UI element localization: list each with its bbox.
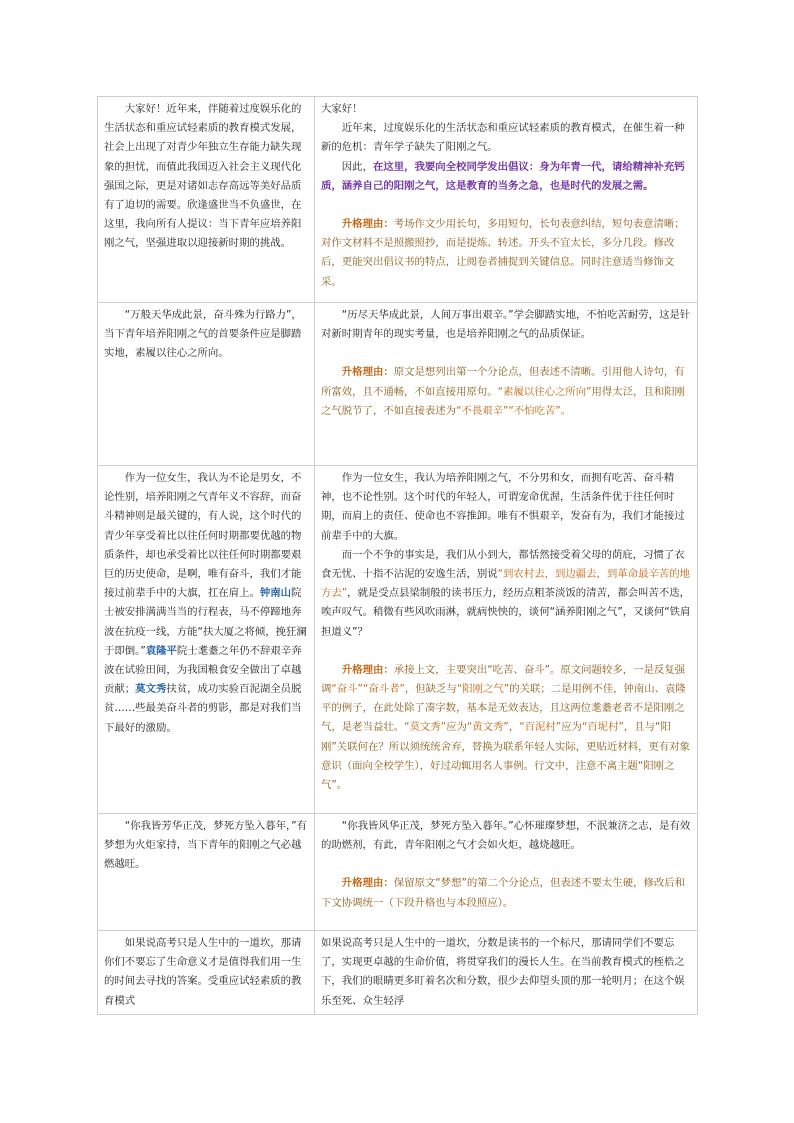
reason-quote: “奋斗”“奋斗者” — [331, 683, 405, 696]
reason-text: 承接上文，主要突出“吃苦、奋斗”。原文问题较多，一是反复强调 — [321, 663, 686, 696]
reason-quote: “阳刚之气” — [456, 683, 510, 696]
original-text-segment: 院士被安排满满当当的行程表，马不停蹄地奔波在抗疫一线，方能“扶大厦之将倾，挽狂澜于即倒。” — [104, 587, 307, 657]
reason-quote: “素履以往心之所向” — [497, 385, 592, 398]
revised-cell — [315, 814, 698, 931]
original-cell — [98, 466, 315, 814]
original-cell — [98, 303, 315, 466]
revised-text — [321, 158, 691, 196]
reason-text: 应为 — [561, 721, 582, 734]
revised-text-segment: 而一个不争的事实是，我们从小到大，都恬然接受着父母的荫庇，习惯了衣食无忧、十指不沾泥的安逸生活，别说 — [321, 548, 685, 581]
table-row — [98, 466, 698, 814]
original-cell — [98, 97, 315, 303]
original-cell — [98, 931, 315, 1015]
original-text: “你我皆芳华正茂，梦死方坠入暮年，”有梦想为火炬家持，当下青年的阳刚之气必越燃越旺。 — [104, 820, 308, 871]
reason-text: 考场作文少用长句，多用短句，长句表意纠结，短句表意清晰；对作文材料不是照搬照抄，而是提炼、转述。开头不宜太长，多分几段。修改后，更能突出倡议书的特点，让阅卷者捕捉到关键信息。同时注意适当修饰文采。 — [321, 218, 685, 288]
reason-quote: “不畏艰辛”“不怕吃苦”。 — [456, 404, 572, 417]
reason-label: 升格理由： — [341, 366, 394, 379]
revised-greeting: 大家好！ — [321, 103, 363, 115]
table-row — [98, 931, 698, 1015]
reason-text: 应为 — [446, 721, 467, 734]
reason-text: ， — [508, 721, 520, 734]
upgrade-reason — [321, 363, 691, 421]
reason-text: ，且与“阳刚”关联何在？所以须统统舍弃，替换为联系年轻人实际，更贴近材料，更有对象意识（面向全校学生），好过动辄用名人事例。行文中，注意不离主题“阳刚之气”。 — [321, 721, 691, 792]
original-text: “万般天华成此景，奋斗殊为行路力”，当下青年培养阳刚之气的首要条件应是脚踏实地，素履以往心之所向。 — [104, 309, 302, 360]
revised-text: “历尽天华成此景，人间万事出艰辛。”学会脚踏实地，不怕吃苦耐劳，这是针对新时期青年的现实考量，也是培养阳刚之气的品质保证。 — [321, 309, 691, 341]
reason-text: ，但缺乏与 — [404, 683, 457, 696]
upgrade-reason — [321, 874, 691, 912]
original-text-segment: 院士耄耋之年仍不辞艰辛奔波在试验田间，为我国粮食安全做出了卓越贡献； — [104, 644, 302, 696]
original-text: 如果说高考只是人生中的一道坎，那请你们不要忘了生命意义才是值得我们用一生的时间去寻找的答案。受重应试轻素质的教育模式 — [104, 937, 302, 1007]
comparison-table — [97, 96, 698, 1015]
reason-quote: “莫文秀” — [404, 721, 447, 734]
revised-text-segment: ，就是受点县梁制般的读书压力，经历点粗茶淡饭的清苦，都会叫苦不迭，唉声叹气。稍微有些风吹雨淋，就病怏怏的，谈何“涵养阳刚之气”，又谈何“铁肩担道义”？ — [321, 587, 691, 638]
reason-label: 升格理由： — [341, 218, 394, 231]
revised-cell — [315, 97, 698, 303]
table-row — [98, 814, 698, 931]
reason-text: 用得太泛，且和阳刚之气脱节了，不如直接表述为 — [321, 385, 686, 417]
revised-text: 近年来，过度娱乐化的生活状态和重应试轻素质的教育模式，在催生着一种新的危机：青年学子缺失了阳刚之气。 — [321, 122, 685, 154]
table-row — [98, 303, 698, 466]
original-text — [104, 469, 308, 738]
revised-text: 如果说高考只是人生中的一道坎，分数是读书的一个标尺，那请同学们不要忘了，实现更卓越的生命价值，将贯穿我们的漫长人生。在当前教育模式的桎梏之下，我们的眼睛更多盯着名次和分数，很少去仰望头顶的那一轮明月；在这个娱乐至死、众生轻浮 — [321, 937, 685, 1007]
original-text-segment: 扶贫，成功实验百泥湖全员脱贫……些最美奋斗者的剪影，都是对我们当下最好的激励。 — [104, 683, 302, 734]
person-name-highlight: 钟南山 — [259, 587, 292, 600]
upgrade-reason — [321, 661, 691, 795]
reason-label: 升格理由： — [341, 663, 394, 676]
revised-cell — [315, 303, 698, 466]
table-row — [98, 97, 698, 303]
reason-text: 原文是想列出第一个分论点，但表述不清晰。引用他人诗句，有所富效，且不通畅，不如直接用原句。 — [321, 366, 685, 398]
revised-text: 作为一位女生，我认为培养阳刚之气，不分男和女，而拥有吃苦、奋斗精神，也不论性别。这个时代的年轻人，可谓宠命优渥，生活条件优于往任何时期，而肩上的责任、使命也不容推卸。唯有不惧艰辛，发奋有为，我们才能接过前辈手中的大旗。 — [321, 472, 685, 542]
page — [97, 96, 697, 1015]
original-text: 大家好！近年来，伴随着过度娱乐化的生活状态和重应试轻素质的教育模式发展，社会上出现了对青少年独立生存能力缺失现象的担忧，而值此我国迈入社会主义现代化强国之际，更是对诸如志存高远等美好品质有了迫切的需要。欣逢盛世当不负盛世，在这里，我向所有人提议：当下青年应培养阳刚之气，坚强进取以迎接新时期的挑战。 — [104, 103, 302, 250]
upgrade-reason — [321, 215, 691, 292]
reason-quote: “百坭村” — [581, 721, 624, 734]
revised-text-segment: 因此， — [341, 160, 373, 173]
highlight-proposal: 在这里，我要向全校同学发出倡议：身为年青一代，请给精神补充钙质，涵养自己的阳刚之气，这是教育的当务之急，也是时代的发展之需。 — [321, 160, 685, 192]
person-name-highlight: 袁隆平 — [145, 644, 177, 657]
revised-cell — [315, 931, 698, 1015]
person-name-highlight: 莫文秀 — [135, 683, 167, 696]
revised-quote: “到农村去，到边疆去，到革命最辛苦的地方去” — [321, 568, 691, 600]
revised-text: “你我皆风华正茂，梦死方坠入暮年。”心怀璀璨梦想，不泯兼济之志，是有效的助燃剂，有此，青年阳刚之气才会如火炬，越烧越旺。 — [321, 820, 691, 852]
original-text-segment: 作为一位女生，我认为不论是男女，不论性别，培养阳刚之气青年义不容辞，而奋斗精神则是最关键的，有人说，这个时代的青少年享受着比以往任何时期都要优越的物质条件，却也承受着比以往任何时期都要艰巨的历史使命，是啊，唯有奋斗，我们才能接过前辈手中的大旗，扛在肩上。 — [104, 472, 302, 600]
revised-text — [321, 546, 691, 642]
reason-quote: “百泥村” — [519, 721, 562, 734]
reason-quote: “黄文秀” — [466, 721, 509, 734]
revised-cell — [315, 466, 698, 814]
reason-text: 保留原文“梦想”的第二个分论点，但表述不要太生硬，修改后和下文协调统一（下段升格也与本段照应）。 — [321, 877, 686, 909]
reason-label: 升格理由： — [341, 877, 394, 890]
reason-text: 的关联；二是用例不佳，钟南山、袁隆平的例子，在此处除了凑字数，基本是无效表达，且这两位耄耋老者不是阳刚之气，是老当益壮。 — [321, 683, 686, 734]
original-cell — [98, 814, 315, 931]
